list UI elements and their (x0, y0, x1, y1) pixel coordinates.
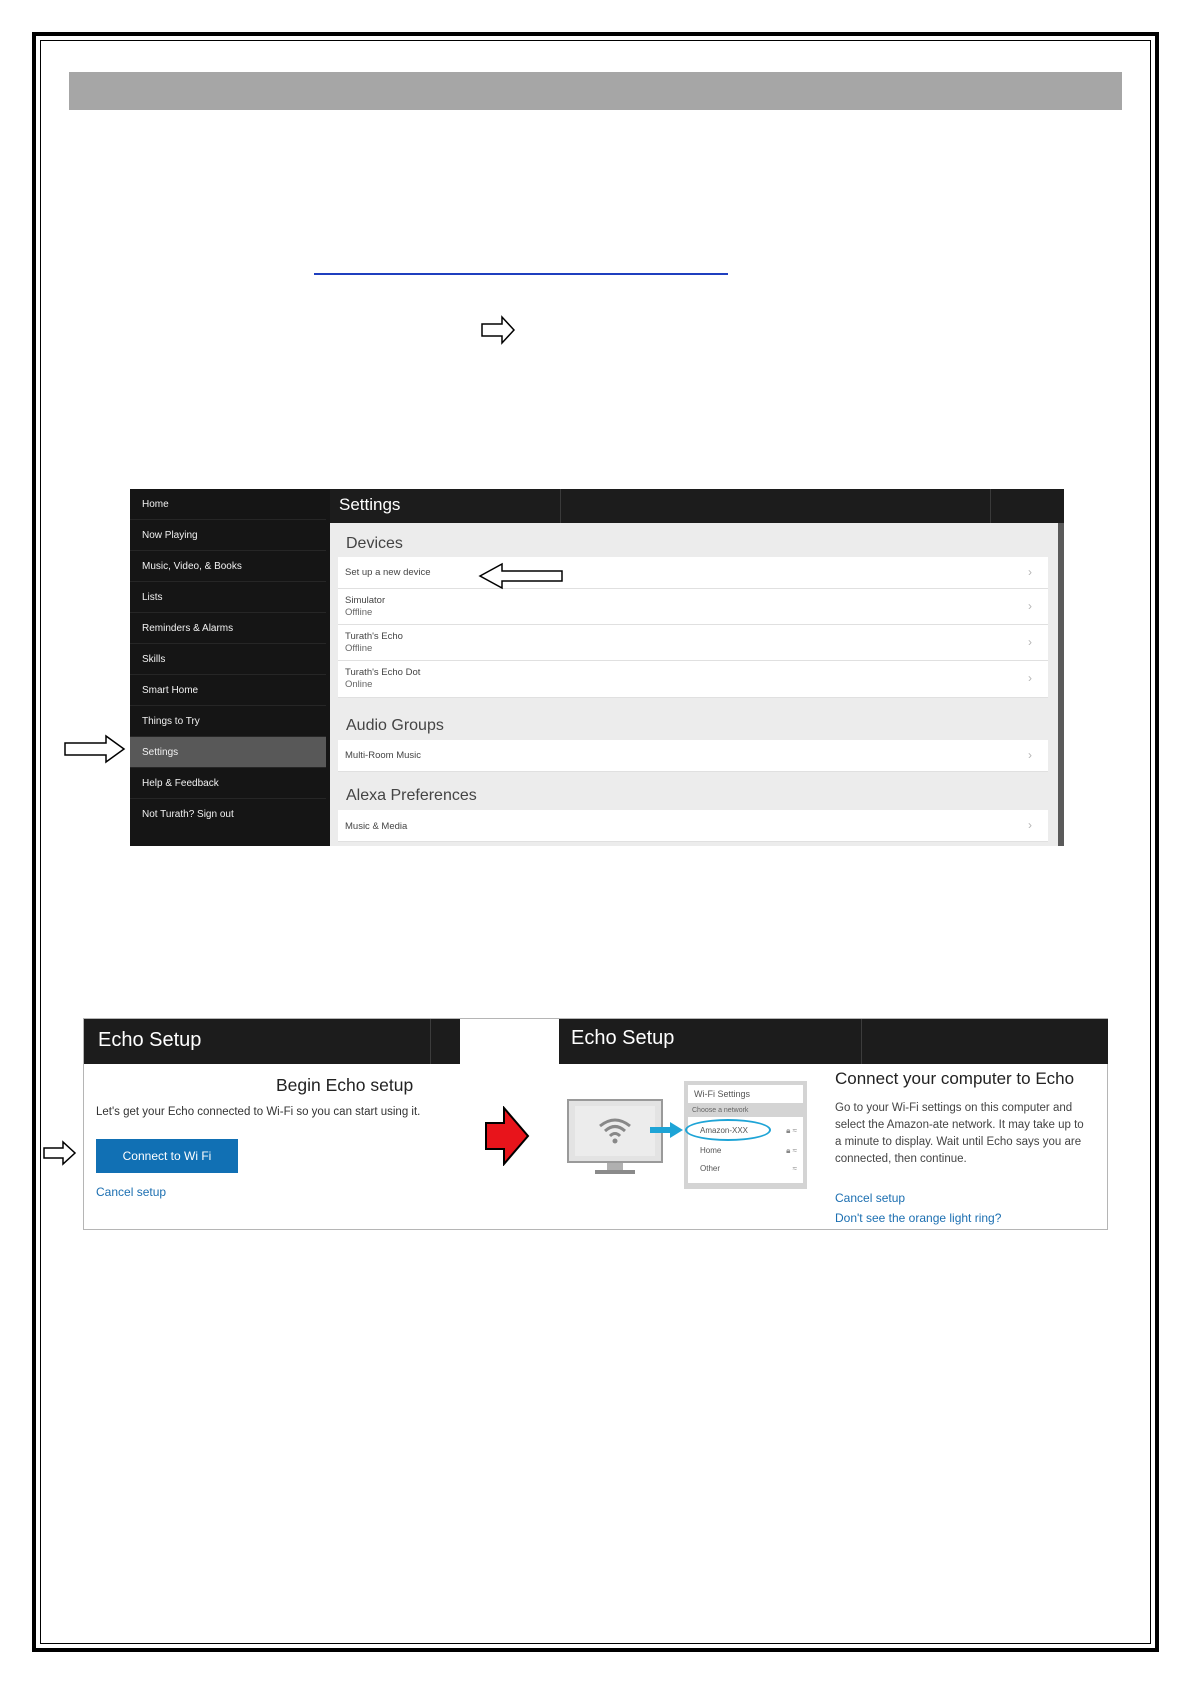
network-item[interactable]: Other (700, 1164, 721, 1173)
lock-icon: 🔒︎ ≈ (786, 1126, 797, 1135)
sidebar-item-label: Settings (142, 747, 179, 758)
sidebar-item-skills[interactable] (130, 644, 326, 675)
echo-header-right (559, 1019, 1108, 1064)
settings-topbar (330, 489, 1064, 523)
section-heading-audio-groups: Audio Groups (346, 717, 444, 734)
wifi-settings-subheader: Choose a network (692, 1107, 749, 1114)
section-heading-alexa-preferences: Alexa Preferences (346, 787, 477, 804)
orange-ring-help-link[interactable]: Don't see the orange light ring? (835, 1211, 1002, 1225)
settings-content (330, 523, 1058, 846)
scrollbar[interactable] (1058, 523, 1064, 846)
highlight-oval (685, 1119, 771, 1141)
sidebar-item-label: Now Playing (142, 530, 198, 541)
network-item[interactable]: Home (700, 1146, 722, 1155)
row-label: Turath's Echo (345, 631, 403, 642)
chevron-right-icon: › (1028, 818, 1032, 832)
settings-screenshot (130, 489, 1064, 846)
device-row-setup-new[interactable] (338, 557, 1048, 589)
divider (430, 1019, 431, 1064)
sidebar-item-sign-out[interactable] (130, 799, 326, 830)
sidebar-item-help-feedback[interactable] (130, 768, 326, 799)
sidebar-item-smart-home[interactable] (130, 675, 326, 706)
echo-header-title: Echo Setup (571, 1027, 675, 1049)
row-label: Simulator (345, 595, 386, 606)
device-row-simulator[interactable] (338, 589, 1048, 625)
connect-title: Connect your computer to Echo (835, 1069, 1075, 1088)
echo-header-left (84, 1019, 460, 1064)
sidebar-item-lists[interactable] (130, 582, 326, 613)
sidebar-item-label: Lists (142, 592, 163, 603)
row-status: Offline (345, 643, 373, 654)
echo-header-title: Echo Setup (98, 1029, 202, 1051)
sidebar-item-label: Smart Home (142, 685, 199, 696)
row-label: Music & Media (345, 821, 408, 832)
device-row-turaths-echo[interactable] (338, 625, 1048, 661)
wifi-settings-panel (684, 1081, 807, 1189)
chevron-right-icon: › (1028, 599, 1032, 613)
row-label: Turath's Echo Dot (345, 667, 421, 678)
connect-wifi-button[interactable]: Connect to Wi Fi (96, 1139, 238, 1173)
sidebar-item-label: Help & Feedback (142, 778, 219, 789)
sidebar-item-label: Things to Try (142, 716, 200, 727)
row-label: Multi-Room Music (345, 750, 422, 761)
outline-right-arrow-icon (64, 734, 126, 764)
connect-instructions: Go to your Wi-Fi settings on this computer and select the Amazon-ate network. It may take up to a minute to display. Wait until Echo says you are connected, then continue. (835, 1102, 1084, 1165)
begin-setup-title: Begin Echo setup (276, 1075, 414, 1095)
sidebar-item-now-playing[interactable] (130, 520, 326, 551)
network-item[interactable]: Amazon-XXX (700, 1126, 749, 1135)
divider (990, 489, 991, 523)
sidebar-item-settings[interactable] (130, 737, 326, 768)
cyan-right-arrow-icon (650, 1122, 684, 1138)
wifi-settings-header: Wi-Fi Settings (688, 1085, 803, 1103)
cancel-setup-link[interactable]: Cancel setup (835, 1191, 906, 1205)
audio-row-multi-room-music[interactable] (338, 740, 1048, 772)
chevron-right-icon: › (1028, 748, 1032, 762)
red-right-arrow-icon (484, 1106, 530, 1166)
sidebar-item-home[interactable] (130, 489, 326, 520)
sidebar (130, 489, 330, 846)
outline-right-arrow-icon (43, 1140, 77, 1166)
chevron-right-icon: › (1028, 671, 1032, 685)
section-heading-devices: Devices (346, 535, 403, 552)
row-label: Set up a new device (345, 567, 431, 578)
outline-right-arrow-icon (481, 315, 515, 345)
sidebar-item-label: Not Turath? Sign out (142, 809, 234, 820)
device-row-turaths-echo-dot[interactable] (338, 661, 1048, 698)
chevron-right-icon: › (1028, 635, 1032, 649)
header-bar (69, 72, 1122, 110)
outline-left-arrow-icon (478, 562, 564, 590)
link-underline (314, 273, 728, 275)
cancel-setup-link[interactable]: Cancel setup (96, 1185, 167, 1199)
row-status: Offline (345, 607, 373, 618)
divider (560, 489, 561, 523)
chevron-right-icon: › (1028, 565, 1032, 579)
sidebar-item-label: Music, Video, & Books (142, 561, 242, 572)
divider (861, 1019, 862, 1064)
pref-row-music-media[interactable] (338, 810, 1048, 842)
sidebar-item-label: Reminders & Alarms (142, 623, 234, 634)
wifi-icon (597, 1115, 633, 1145)
sidebar-item-label: Skills (142, 654, 166, 665)
sidebar-item-music-video-books[interactable] (130, 551, 326, 582)
lock-icon: 🔒︎ ≈ (786, 1146, 797, 1155)
sidebar-item-label: Home (142, 499, 169, 510)
wifi-small-icon: ≈ (792, 1164, 797, 1173)
begin-setup-text: Let's get your Echo connected to Wi-Fi so you can start using it. (96, 1106, 421, 1118)
sidebar-item-things-to-try[interactable] (130, 706, 326, 737)
sidebar-item-reminders-alarms[interactable] (130, 613, 326, 644)
echo-setup-screenshot (83, 1018, 1108, 1230)
page-title: Settings (339, 495, 401, 514)
row-status: Online (345, 679, 373, 690)
